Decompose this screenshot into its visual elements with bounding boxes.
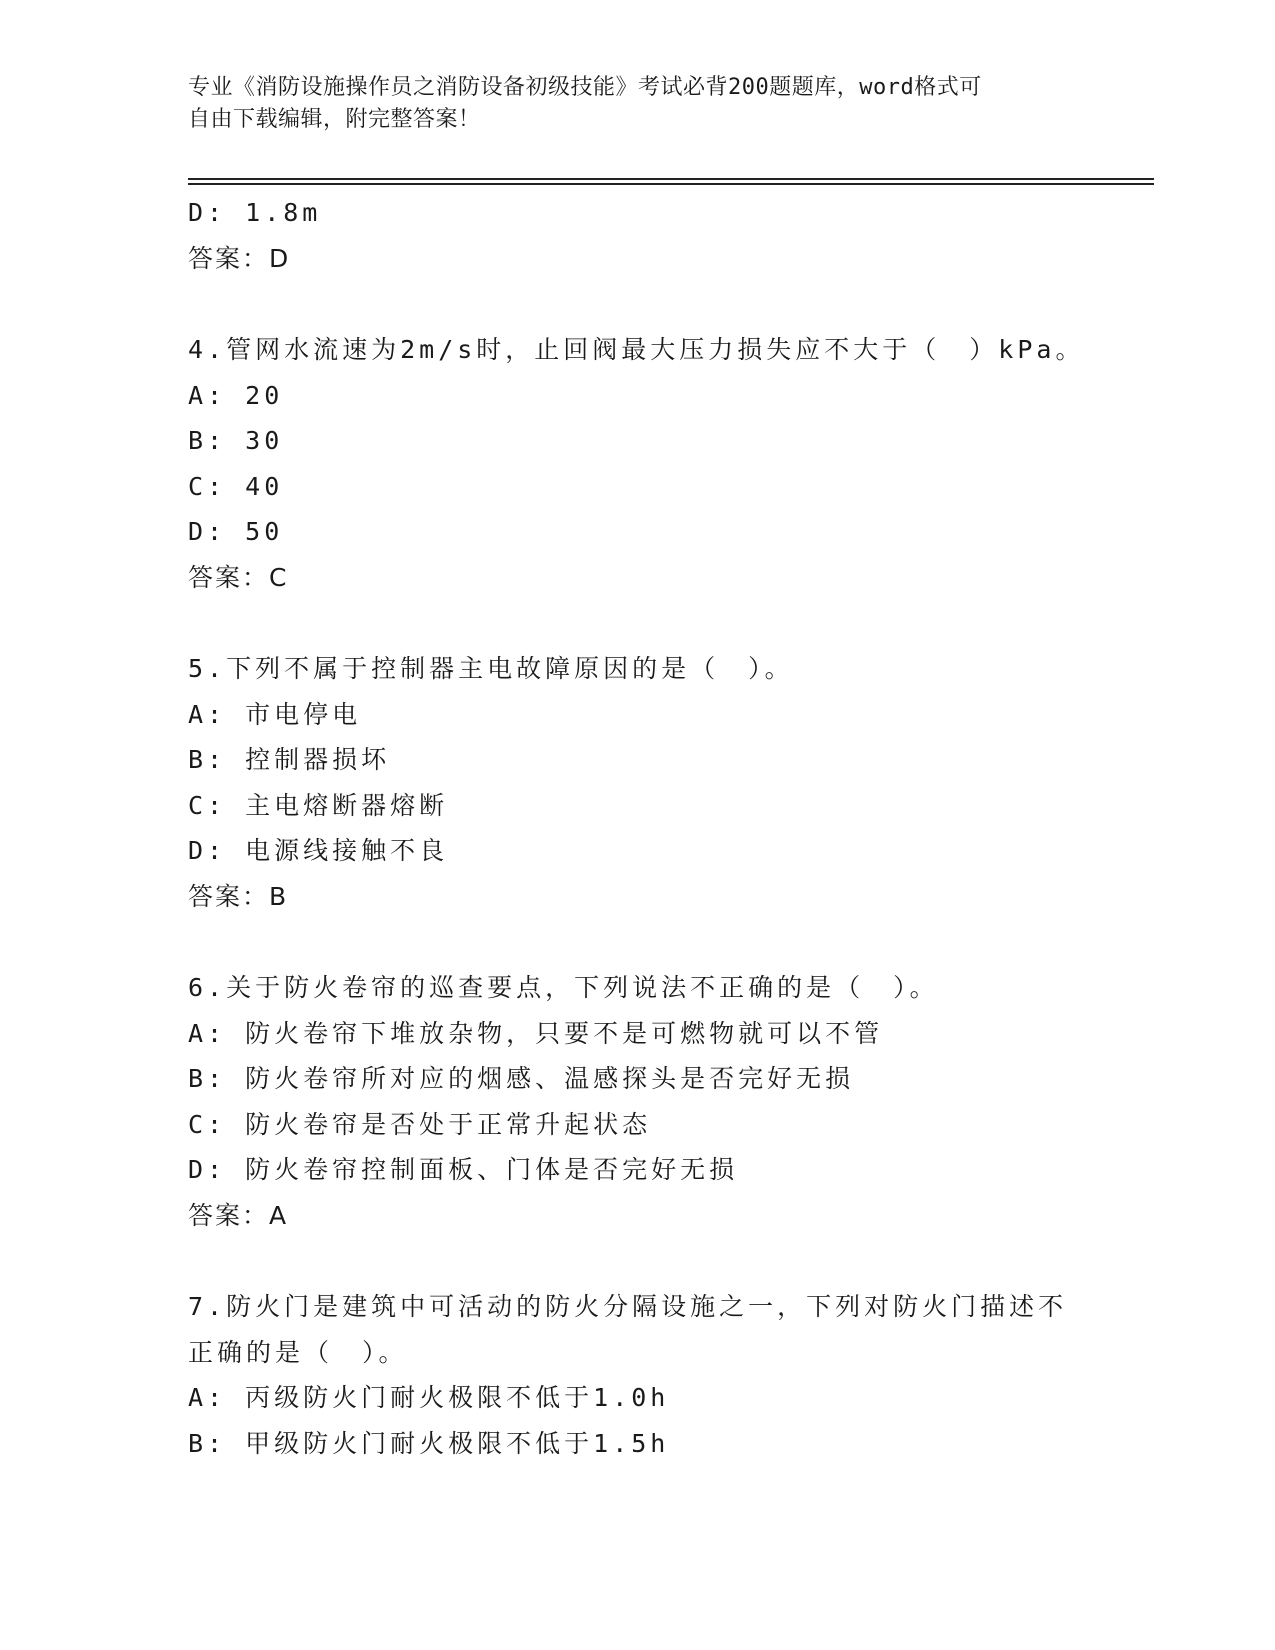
option-d: D: 防火卷帘控制面板、门体是否完好无损 bbox=[188, 1155, 739, 1184]
question-7 bbox=[188, 1284, 1088, 1466]
header-rule-bottom bbox=[188, 183, 1154, 185]
option-d: D: 50 bbox=[188, 517, 284, 546]
option-a: A: 防火卷帘下堆放杂物，只要不是可燃物就可以不管 bbox=[188, 1018, 884, 1048]
question-3-tail bbox=[188, 190, 1088, 281]
option-c: C: 40 bbox=[188, 471, 284, 501]
option-d: D: 电源线接触不良 bbox=[188, 836, 449, 865]
question-stem: 4.管网水流速为2m/s时，止回阀最大压力损失应不大于（ ）kPa。 bbox=[188, 335, 1085, 364]
answer: 答案：D bbox=[188, 243, 291, 273]
question-stem: 6.关于防火卷帘的巡查要点，下列说法不正确的是（ ）。 bbox=[188, 973, 939, 1002]
option-a: A: 丙级防火门耐火极限不低于1.0h bbox=[188, 1383, 670, 1412]
option-b: B: 控制器损坏 bbox=[188, 745, 391, 774]
option-b: B: 甲级防火门耐火极限不低于1.5h bbox=[188, 1428, 670, 1458]
option-c: C: 防火卷帘是否处于正常升起状态 bbox=[188, 1109, 652, 1139]
question-6 bbox=[188, 965, 1088, 1238]
question-4 bbox=[188, 327, 1088, 600]
option-a: A: 市电停电 bbox=[188, 699, 362, 729]
question-5 bbox=[188, 646, 1088, 919]
answer: 答案：A bbox=[188, 1200, 289, 1230]
question-stem-line-1: 7.防火门是建筑中可活动的防火分隔设施之一，下列对防火门描述不 bbox=[188, 1292, 1068, 1321]
question-stem: 5.下列不属于控制器主电故障原因的是（ ）。 bbox=[188, 654, 794, 683]
header-line-1: 专业《消防设施操作员之消防设备初级技能》考试必背200题题库，word格式可 bbox=[188, 75, 982, 100]
question-stem-line-2: 正确的是（ ）。 bbox=[188, 1337, 408, 1367]
option-b: B: 30 bbox=[188, 426, 284, 455]
document-header bbox=[188, 72, 1068, 136]
option-b: B: 防火卷帘所对应的烟感、温感探头是否完好无损 bbox=[188, 1064, 855, 1093]
option-d: D: 1.8m bbox=[188, 198, 322, 227]
option-a: A: 20 bbox=[188, 380, 284, 410]
answer: 答案：B bbox=[188, 881, 289, 911]
option-c: C: 主电熔断器熔断 bbox=[188, 790, 449, 820]
question-list bbox=[188, 190, 1088, 1466]
answer: 答案：C bbox=[188, 562, 289, 592]
header-line-2: 自由下载编辑，附完整答案！ bbox=[188, 107, 481, 132]
header-rule-top bbox=[188, 178, 1154, 180]
